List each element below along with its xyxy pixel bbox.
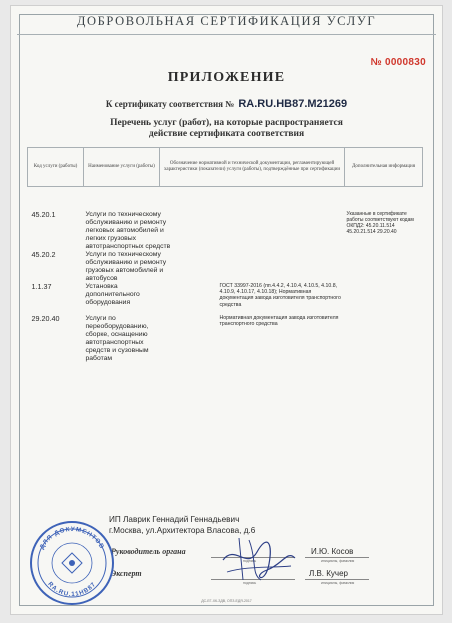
page-title: ПРИЛОЖЕНИЕ [167,70,286,85]
service-code: 45.20.2 [31,250,56,259]
organization-name: ИП Лаврик Геннадий Геннадьевич [109,515,240,524]
head-label: Руководитель органа [111,547,186,556]
empty-cell [345,315,423,363]
certificate-reference [11,98,442,110]
head-name-line [305,557,369,558]
subtitle [71,118,382,140]
handwritten-signature [217,530,301,586]
table-row [28,315,423,363]
service-code: 1.1.37 [31,282,52,291]
column-header-name: Наименование услуги (работы) [84,148,160,187]
subtitle-line-2: действие сертификата соответствия [148,129,305,139]
certificate-appendix-page [11,6,442,614]
service-code: 29.20.40 [31,314,60,323]
organization-address: г.Москва, ул.Архитектора Власова, д.6 [109,526,256,535]
service-name: Услуги по переоборудованию, сборке, оснащению автотранспортных средств и сузовным работам [85,315,149,362]
header-divider [17,34,436,35]
table-spacer [28,187,423,212]
service-name: Услуги по техническому обслуживанию и ремонту легковых автомобилей и легких грузовых автотранспортных средств [85,211,171,250]
service-norm: Нормативная документация завода изготовителя транспортного средства [219,315,339,328]
head-name-caption: инициалы, фамилия [321,559,355,563]
expert-name-line [305,579,369,580]
service-code: 45.20.1 [31,210,56,219]
expert-signature-caption: подпись [243,581,257,585]
round-stamp [29,520,115,606]
empty-cell [345,283,423,315]
expert-name: Л.В. Кучер [309,569,348,578]
service-info: Указанные в сертификате работы соответствуют кодам ОКПД2: 45.20.11.514 45.20.21.514 29.20.40 [346,211,414,235]
expert-name-caption: инициалы, фамилия [321,581,355,585]
column-header-code: Код услуги (работы) [28,148,84,187]
service-name: Установка дополнительного оборудования [85,283,140,306]
subtitle-line-1: Перечень услуг (работ), на которые распространяется [110,118,343,128]
serial-number: № 0000830 [370,57,426,68]
head-name: И.Ю. Косов [311,547,354,556]
table-row [28,211,423,251]
service-name: Услуги по техническому обслуживанию и ремонту грузовых автомобилей и автобусов [85,251,167,282]
service-norm: ГОСТ 33997-2016 (пп.4.4.2, 4.10.4, 4.10.5, 4.10.8, 4.10.9, 4.10.17, 4.10.18); Нормативная документация завода изготовителя транспортного средства [219,283,341,308]
stamp-bottom-text: RA.RU.11HB87 [46,580,98,599]
table-row [28,283,423,315]
stamp-top-text: ДЛЯ ДОКУМЕНТОВ [38,525,106,551]
head-signature-caption: подпись [243,559,257,563]
expert-label: Эксперт [111,569,142,578]
column-header-norm: Обозначение нормативной и технической документации, регламентирующей характеристики (показатели) услуги (работы), подтверждённые при сертификации [160,148,345,187]
certificate-label: К сертификату соответствия № [105,99,235,109]
services-table [27,147,423,363]
footer-code: ДС-ЕГ-ХК-ЗДВ, ОПЗ-ЕДЯ-2017 [201,599,252,603]
document-header: ДОБРОВОЛЬНАЯ СЕРТИФИКАЦИЯ УСЛУГ [76,14,377,28]
table-header-row [28,148,423,187]
column-header-info: Дополнительная информация [345,148,423,187]
certificate-number: RA.RU.HB87.M21269 [238,98,348,110]
